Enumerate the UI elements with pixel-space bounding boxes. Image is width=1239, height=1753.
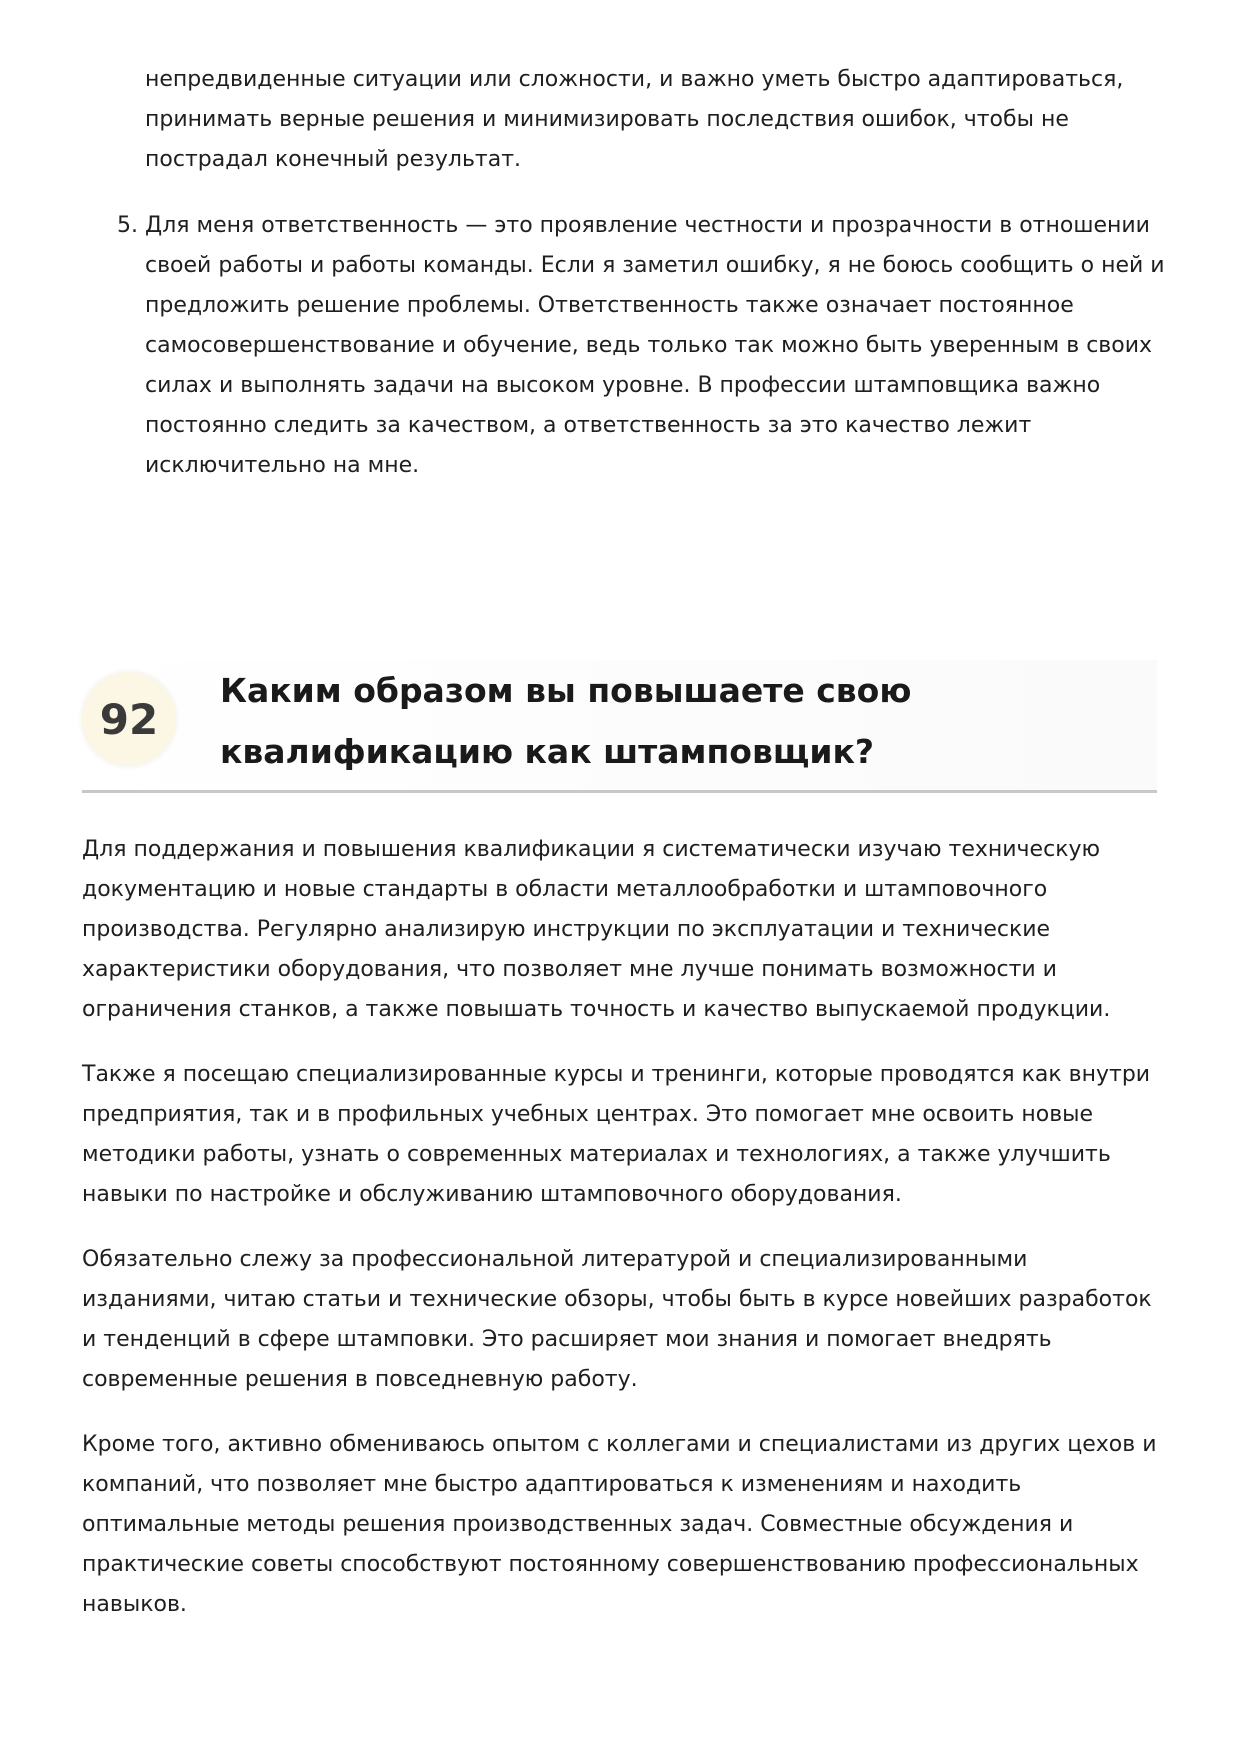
answer-paragraph: Также я посещаю специализированные курсы и тренинги, которые проводятся как внутри предприятия, так и в профильных учебных центрах. Это помогает мне освоить новые методики работы, узнать о современных материалах и технологиях, а также улучшить навыки по настройке и обслуживанию штамповочного оборудования.	[82, 1062, 1151, 1207]
question-header	[82, 660, 1157, 793]
list-item	[117, 206, 1165, 486]
list-item-marker: 5.	[117, 213, 138, 238]
question-number-badge: 92	[82, 672, 176, 766]
list-item-text: Для меня ответственность — это проявление честности и прозрачности в отношении своей работы и работы команды. Если я заметил ошибку, я не боюсь сообщить о ней и предложить решение проблемы. Ответственность также означает постоянное самосовершенствование и обучение, ведь только так можно быть уверенным в своих силах и выполнять задачи на высоком уровне. В профессии штамповщика важно постоянно следить за качеством, а ответственность за это качество лежит исключительно на мне.	[145, 213, 1165, 478]
answer-paragraph: Обязательно слежу за профессиональной литературой и специализированными изданиями, читаю статьи и технические обзоры, чтобы быть в курсе новейших разработок и тенденций в сфере штамповки. Это расширяет мои знания и помогает внедрять современные решения в повседневную работу.	[82, 1247, 1152, 1392]
answer-paragraph: Для поддержания и повышения квалификации я систематически изучаю техническую документацию и новые стандарты в области металлообработки и штамповочного производства. Регулярно анализирую инструкции по эксплуатации и технические характеристики оборудования, что позволяет мне лучше понимать возможности и ограничения станков, а также повышать точность и качество выпускаемой продукции.	[82, 837, 1111, 1022]
previous-answer-continuation: непредвиденные ситуации или сложности, и важно уметь быстро адаптироваться, принимать верные решения и минимизировать последствия ошибок, чтобы не пострадал конечный результат.	[145, 67, 1124, 172]
answer-paragraph: Кроме того, активно обмениваюсь опытом с коллегами и специалистами из других цехов и компаний, что позволяет мне быстро адаптироваться к изменениям и находить оптимальные методы решения производственных задач. Совместные обсуждения и практические советы способствуют постоянному совершенствованию профессиональных навыков.	[82, 1432, 1157, 1617]
previous-answer-list	[117, 206, 1165, 486]
question-title: Каким образом вы повышаете свою квалификацию как штамповщик?	[220, 671, 912, 771]
